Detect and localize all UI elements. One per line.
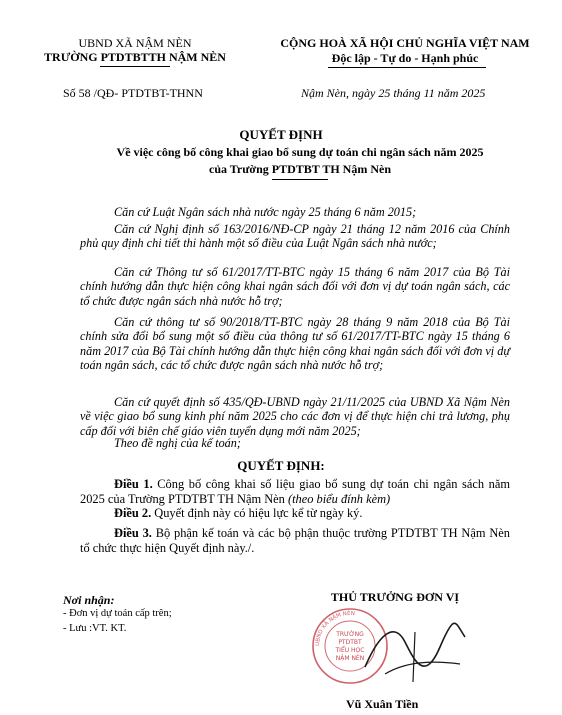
header-left-underline	[100, 66, 170, 67]
article-1-label: Điều 1.	[114, 477, 153, 491]
school-name: TRƯỜNG PTDTBTTH NẬM NÈN	[44, 50, 226, 64]
article-3	[80, 526, 510, 555]
recipient-item: - Đơn vị dự toán cấp trên;	[63, 608, 172, 619]
article-1	[80, 477, 510, 506]
legal-basis-4: Căn cứ thông tư số 90/2018/TT-BTC ngày 28 tháng 9 năm 2018 của Bộ Tài chính sửa đổi bổ sung một số điều của thông tư số 61/2017/TT-BTC ngày 15 tháng 6 năm 2017 của Bộ Tài chính hướng dẫn thực hiện công khai ngân sách đối với đơn vị dự toán ngân sách, các tổ chức được ngân sách nhà nước hỗ trợ;	[80, 315, 510, 373]
document-title: QUYẾT ĐỊNH	[239, 127, 323, 142]
stamp-line: TIỂU HỌC	[335, 647, 365, 654]
legal-basis-3: Căn cứ Thông tư số 61/2017/TT-BTC ngày 15 tháng 6 năm 2017 của Bộ Tài chính hướng dẫn thực hiện công khai ngân sách đối với đơn vị dự toán ngân sách, các tổ chức được ngân sách nhà nước hỗ trợ;	[80, 265, 510, 308]
legal-basis-5: Căn cứ quyết định số 435/QĐ-UBND ngày 21/11/2025 của UBND Xã Nậm Nèn về việc giao bổ sung kinh phí năm 2025 cho các đơn vị để thực hiện chi trả lương, phụ cấp đối với biên chế giáo viên tuyển dụng mới năm 2025;	[80, 395, 510, 438]
stamp-line: TRƯỜNG	[336, 631, 364, 638]
national-title: CỘNG HOÀ XÃ HỘI CHỦ NGHĨA VIỆT NAM	[280, 36, 530, 50]
national-motto: Độc lập - Tự do - Hạnh phúc	[331, 51, 479, 65]
stamp-line: PTDTBT	[338, 639, 362, 646]
signer-name: Vũ Xuân Tiền	[346, 697, 419, 711]
handwritten-signature	[355, 612, 475, 692]
legal-basis-6: Theo đề nghị của kế toán;	[114, 436, 241, 450]
article-2-text: Quyết định này có hiệu lực kể từ ngày ký.	[151, 506, 363, 520]
article-1-note: (theo biểu đính kèm)	[287, 491, 391, 506]
article-3-label: Điều 3.	[114, 526, 152, 540]
document-number: Số 58 /QĐ- PTDTBT-THNN	[63, 86, 203, 100]
stamp-ring-text: UBND XÃ NẬM NÈN	[314, 610, 356, 647]
signer-title: THỦ TRƯỞNG ĐƠN VỊ	[330, 590, 460, 604]
header-right-underline	[328, 67, 486, 68]
legal-basis-1: Căn cứ Luật Ngân sách nhà nước ngày 25 tháng 6 năm 2015;	[114, 205, 417, 219]
recipient-item: - Lưu :VT. KT.	[63, 623, 127, 634]
document-subtitle-line1: Về việc công bố công khai giao bổ sung dự toán chi ngân sách năm 2025	[116, 145, 484, 159]
recipients-heading: Nơi nhận:	[63, 593, 115, 607]
article-2	[80, 506, 510, 521]
article-3-text: Bộ phận kế toán và các bộ phận thuộc trường PTDTBT TH Nậm Nèn tổ chức thực hiện Quyết định này./.	[80, 526, 510, 555]
stamp-line: NẬM NÈN	[335, 655, 365, 662]
legal-basis-2: Căn cứ Nghị định số 163/2016/NĐ-CP ngày 21 tháng 12 năm 2016 của Chính phủ quy định chi tiết thi hành một số điều của Luật Ngân sách nhà nước;	[80, 222, 510, 251]
article-1-text: Công bố công khai số liệu giao bổ sung dự toán chi ngân sách năm 2025 của Trường PTDTBT TH Nậm Nèn	[80, 477, 510, 506]
decision-heading: QUYẾT ĐỊNH:	[237, 458, 325, 473]
article-2-label: Điều 2.	[114, 506, 152, 520]
issuer-name: UBND XÃ NẬM NÈN	[78, 36, 192, 50]
document-subtitle-line2: của Trường PTDTBT TH Nậm Nèn	[209, 162, 391, 176]
subtitle-underline	[272, 179, 328, 180]
place-date: Nậm Nèn, ngày 25 tháng 11 năm 2025	[301, 86, 486, 100]
